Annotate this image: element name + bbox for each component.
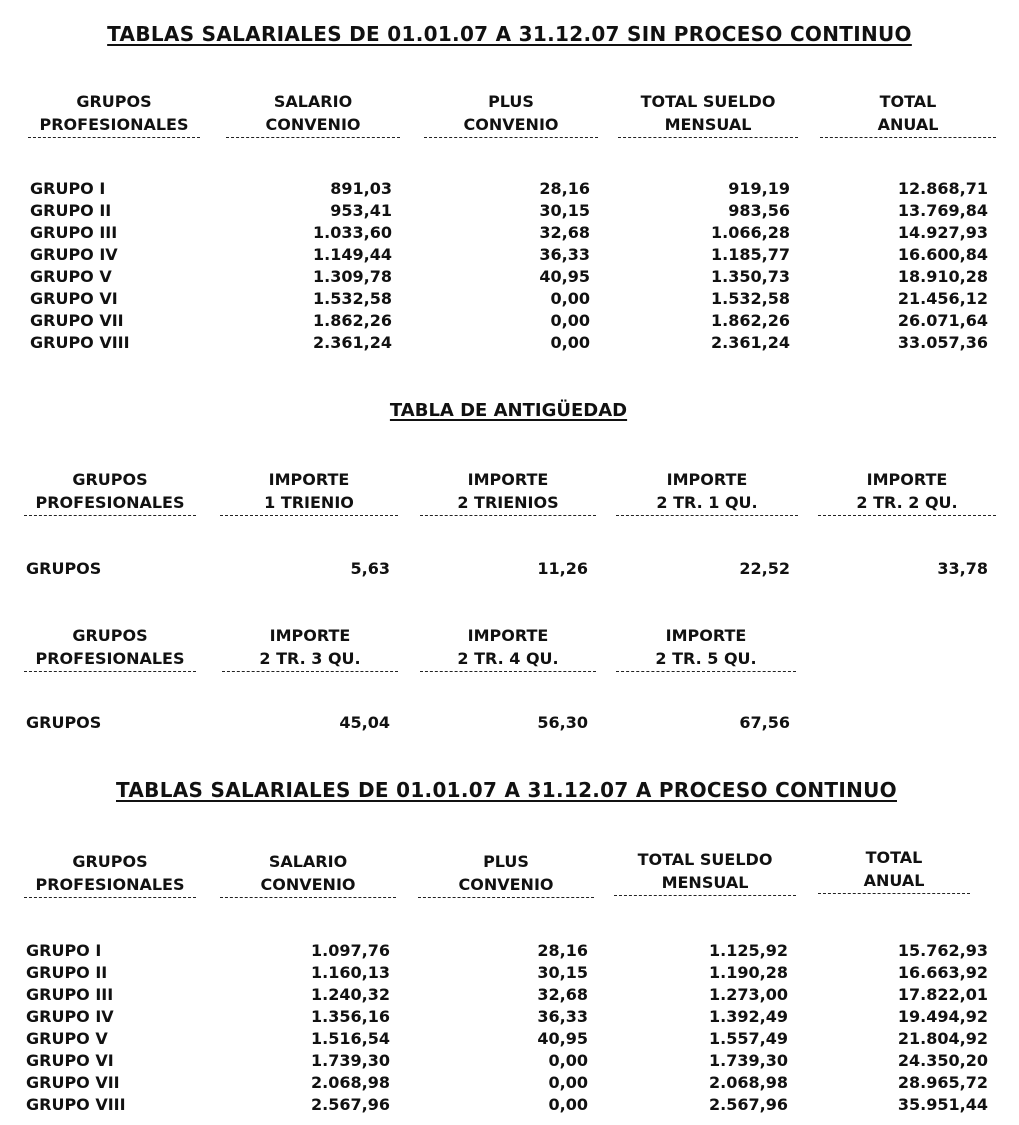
table2-cell: 2.567,96 [311, 1095, 390, 1114]
table2-row-label: GRUPO V [26, 1029, 108, 1048]
table1-cell: 32,68 [539, 223, 590, 242]
header-line: IMPORTE [467, 626, 549, 645]
table2-cell: 1.160,13 [311, 963, 390, 982]
table1-cell: 36,33 [539, 245, 590, 264]
table1-cell: 30,15 [539, 201, 590, 220]
table2-cell: 0,00 [548, 1073, 588, 1092]
header-line: 2 TRIENIOS [457, 493, 559, 512]
header-line: PLUS [488, 92, 534, 111]
header-line: IMPORTE [268, 470, 350, 489]
header-line: TOTAL SUELDO [637, 850, 773, 869]
header-line: ANUAL [863, 871, 925, 890]
table2-cell: 35.951,44 [897, 1095, 988, 1114]
header-line: PROFESIONALES [35, 875, 185, 894]
header-line: MENSUAL [664, 115, 752, 134]
table2-cell: 1.557,49 [709, 1029, 788, 1048]
header-line: PROFESIONALES [39, 115, 189, 134]
antig-b1-value-1-trienio: 5,63 [350, 559, 390, 578]
table1-cell: 919,19 [728, 179, 790, 198]
table1-cell: 0,00 [550, 333, 590, 352]
antig-b2-header-2tr-4qu [420, 624, 596, 672]
table1-cell: 1.309,78 [313, 267, 392, 286]
antig-b1-value-2tr-2qu: 33,78 [937, 559, 988, 578]
antig-b1-header-2-trienios [420, 468, 596, 516]
table2-cell: 1.739,30 [709, 1051, 788, 1070]
table1-cell: 1.862,26 [711, 311, 790, 330]
table1-cell: 891,03 [330, 179, 392, 198]
table2-header-total-sueldo [614, 848, 796, 896]
table2-cell: 1.356,16 [311, 1007, 390, 1026]
table1-cell: 0,00 [550, 289, 590, 308]
table2-cell: 1.739,30 [311, 1051, 390, 1070]
table1-cell: 953,41 [330, 201, 392, 220]
table2-row-label: GRUPO I [26, 941, 102, 960]
table2-cell: 36,33 [537, 1007, 588, 1026]
table1-cell: 1.532,58 [313, 289, 392, 308]
table1-row-label: GRUPO III [30, 223, 118, 242]
header-line: IMPORTE [467, 470, 549, 489]
header-line: SALARIO [273, 92, 353, 111]
table1-cell: 983,56 [728, 201, 790, 220]
table1-cell: 0,00 [550, 311, 590, 330]
header-line: 2 TR. 5 QU. [655, 649, 757, 668]
table1-cell: 14.927,93 [897, 223, 988, 242]
header-line: 2 TR. 3 QU. [259, 649, 361, 668]
table1-cell: 12.868,71 [897, 179, 988, 198]
table2-cell: 1.125,92 [709, 941, 788, 960]
table2-cell: 19.494,92 [897, 1007, 988, 1026]
table1-cell: 21.456,12 [897, 289, 988, 308]
antig-b1-value-2-trienios: 11,26 [537, 559, 588, 578]
table1-cell: 1.532,58 [711, 289, 790, 308]
table2-cell: 2.567,96 [709, 1095, 788, 1114]
header-line: IMPORTE [666, 470, 748, 489]
table2-cell: 1.190,28 [709, 963, 788, 982]
table2-cell: 28,16 [537, 941, 588, 960]
table2-row-label: GRUPO VI [26, 1051, 114, 1070]
header-line: 1 TRIENIO [264, 493, 354, 512]
table2-cell: 16.663,92 [897, 963, 988, 982]
table1-row-label: GRUPO IV [30, 245, 118, 264]
table1-cell: 1.862,26 [313, 311, 392, 330]
header-line: TOTAL [865, 848, 923, 867]
antig-b1-value-2tr-1qu: 22,52 [739, 559, 790, 578]
table2-title: TABLAS SALARIALES DE 01.01.07 A 31.12.07 A PROCESO CONTINUO [116, 778, 897, 802]
table2-row-label: GRUPO III [26, 985, 114, 1004]
table1-cell: 1.066,28 [711, 223, 790, 242]
table1-header-plus [424, 90, 598, 138]
antiguedad-title: TABLA DE ANTIGÜEDAD [389, 400, 628, 421]
table1-header-total-anual [820, 90, 996, 138]
antig-b1-header-grupos [24, 468, 196, 516]
header-line: IMPORTE [665, 626, 747, 645]
table1-cell: 16.600,84 [897, 245, 988, 264]
table2-cell: 1.516,54 [311, 1029, 390, 1048]
header-line: SALARIO [268, 852, 348, 871]
header-line: CONVENIO [458, 875, 554, 894]
table1-row-label: GRUPO VI [30, 289, 118, 308]
table2-cell: 1.273,00 [709, 985, 788, 1004]
table1-cell: 13.769,84 [897, 201, 988, 220]
table2-cell: 2.068,98 [709, 1073, 788, 1092]
header-line: GRUPOS [72, 470, 148, 489]
table2-header-grupos [24, 850, 196, 898]
antig-b2-header-2tr-5qu [616, 624, 796, 672]
header-line: TOTAL SUELDO [640, 92, 776, 111]
header-line: 2 TR. 2 QU. [856, 493, 958, 512]
antig-b1-header-2tr-2qu [818, 468, 996, 516]
header-line: GRUPOS [76, 92, 152, 111]
header-line: CONVENIO [463, 115, 559, 134]
table1-cell: 26.071,64 [897, 311, 988, 330]
table1-cell: 18.910,28 [897, 267, 988, 286]
antig-b2-header-grupos [24, 624, 196, 672]
antig-b1-header-1-trienio [220, 468, 398, 516]
table1-cell: 40,95 [539, 267, 590, 286]
header-line: PROFESIONALES [35, 649, 185, 668]
table2-header-salario [220, 850, 396, 898]
table2-row-label: GRUPO II [26, 963, 108, 982]
table1-row-label: GRUPO V [30, 267, 112, 286]
table2-cell: 24.350,20 [897, 1051, 988, 1070]
table2-cell: 32,68 [537, 985, 588, 1004]
table2-row-label: GRUPO VIII [26, 1095, 126, 1114]
table1-row-label: GRUPO VIII [30, 333, 130, 352]
table1-cell: 2.361,24 [313, 333, 392, 352]
antig-b2-value-2tr-3qu: 45,04 [339, 713, 390, 732]
header-line: GRUPOS [72, 852, 148, 871]
table1-cell: 2.361,24 [711, 333, 790, 352]
table1-cell: 1.350,73 [711, 267, 790, 286]
header-line: CONVENIO [265, 115, 361, 134]
header-line: 2 TR. 4 QU. [457, 649, 559, 668]
header-line: PROFESIONALES [35, 493, 185, 512]
table2-cell: 30,15 [537, 963, 588, 982]
table2-cell: 1.240,32 [311, 985, 390, 1004]
table2-cell: 1.097,76 [311, 941, 390, 960]
header-line: TOTAL [879, 92, 937, 111]
table2-cell: 17.822,01 [897, 985, 988, 1004]
table1-cell: 33.057,36 [897, 333, 988, 352]
header-line: PLUS [483, 852, 529, 871]
header-line: ANUAL [877, 115, 939, 134]
antig-b2-value-2tr-5qu: 67,56 [739, 713, 790, 732]
table1-cell: 1.033,60 [313, 223, 392, 242]
table2-header-total-anual [818, 846, 970, 894]
header-line: IMPORTE [269, 626, 351, 645]
antig-b1-header-2tr-1qu [616, 468, 798, 516]
header-line: MENSUAL [661, 873, 749, 892]
table2-cell: 28.965,72 [897, 1073, 988, 1092]
header-line: IMPORTE [866, 470, 948, 489]
table2-cell: 21.804,92 [897, 1029, 988, 1048]
table2-cell: 0,00 [548, 1095, 588, 1114]
table1-header-salario [226, 90, 400, 138]
table1-title: TABLAS SALARIALES DE 01.01.07 A 31.12.07 SIN PROCESO CONTINUO [107, 22, 912, 46]
header-line: 2 TR. 1 QU. [656, 493, 758, 512]
table2-cell: 2.068,98 [311, 1073, 390, 1092]
table1-cell: 1.185,77 [711, 245, 790, 264]
table1-cell: 28,16 [539, 179, 590, 198]
antig-b2-row-label: GRUPOS [26, 713, 102, 732]
antig-b2-header-2tr-3qu [222, 624, 398, 672]
table1-header-grupos [28, 90, 200, 138]
table1-header-total-sueldo [618, 90, 798, 138]
table1-row-label: GRUPO II [30, 201, 112, 220]
table1-row-label: GRUPO VII [30, 311, 124, 330]
table2-row-label: GRUPO VII [26, 1073, 120, 1092]
table1-cell: 1.149,44 [313, 245, 392, 264]
table2-row-label: GRUPO IV [26, 1007, 114, 1026]
table2-header-plus [418, 850, 594, 898]
header-line: GRUPOS [72, 626, 148, 645]
header-line: CONVENIO [260, 875, 356, 894]
table1-row-label: GRUPO I [30, 179, 106, 198]
table2-cell: 0,00 [548, 1051, 588, 1070]
antig-b2-value-2tr-4qu: 56,30 [537, 713, 588, 732]
antig-b1-row-label: GRUPOS [26, 559, 102, 578]
table2-cell: 15.762,93 [897, 941, 988, 960]
table2-cell: 40,95 [537, 1029, 588, 1048]
table2-cell: 1.392,49 [709, 1007, 788, 1026]
